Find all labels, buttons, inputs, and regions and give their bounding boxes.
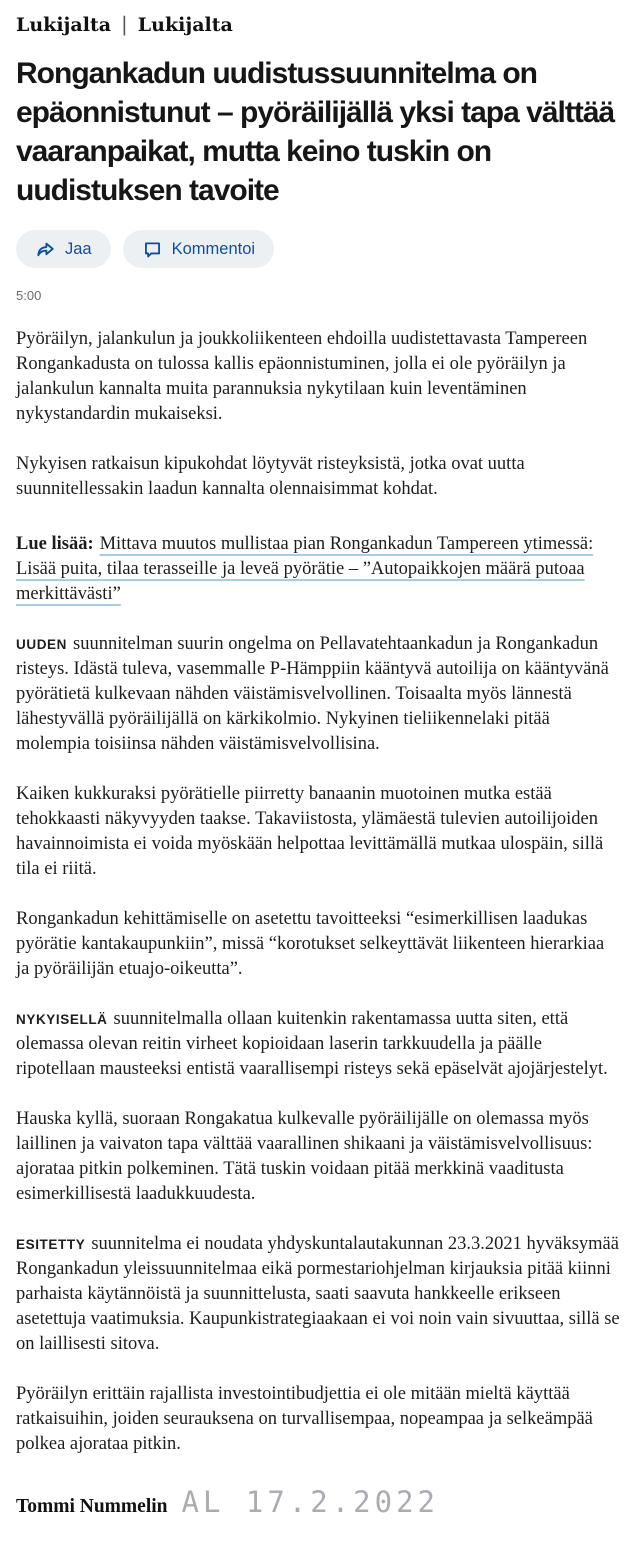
category-link-secondary[interactable]: Lukijalta bbox=[137, 14, 233, 36]
breadcrumb bbox=[16, 12, 622, 36]
article-body bbox=[16, 327, 622, 1519]
article-paragraph: UUDEN suunnitelman suurin ongelma on Pellavatehtaankadun ja Rongankadun risteys. Idästä tuleva, vasemmalle P-Hämppiin kääntyvä autoilija on kääntyvänä pyörätietä kulkevaan nähden väistämisvelvollinen. Toisaalta myös lännestä lähestyvällä pyöräilijällä on kärkikolmio. Nykyinen tieliikennelaki pitää molempia toisiinsa nähden väistämisvelvollisina. bbox=[16, 634, 609, 754]
paragraph-lead: UUDEN bbox=[16, 637, 68, 652]
comment-bubble-icon bbox=[142, 239, 163, 260]
article-paragraph: Pyöräilyn erittäin rajallista investointibudjettia ei ole mitään mieltä käyttää ratkaisuihin, joiden seurauksena on turvallisempaa, nopeampaa ja selkeämpää polkea ajorataa pitkin. bbox=[16, 1384, 593, 1454]
share-button[interactable] bbox=[16, 230, 111, 268]
article-headline: Rongankadun uudistussuunnitelma on epäonnistunut – pyöräilijällä yksi tapa välttää vaaranpaikat, mutta keino tuskin on uudistuksen tavoite bbox=[16, 57, 615, 207]
category-link-primary[interactable]: Lukijalta bbox=[16, 14, 112, 36]
share-button-label: Jaa bbox=[65, 239, 92, 258]
read-more-link[interactable]: Mittava muutos mullistaa pian Rongankadun Tampereen ytimessä: Lisää puita, tilaa terasseille ja leveä pyörätie – ”Autopaikkojen määrä putoaa merkittävästi” bbox=[16, 534, 594, 604]
author-name: Tommi Nummelin bbox=[16, 1496, 168, 1517]
comment-button[interactable] bbox=[123, 230, 274, 268]
article-paragraph: NYKYISELLÄ suunnitelmalla ollaan kuitenkin rakentamassa uutta siten, että olemassa olevan reitin virheet kopioidaan laserin tarkkuudella ja päälle ripotellaan mausteeksi entistä vaarallisempi risteys sekä epäselvät ajojärjestelyt. bbox=[16, 1009, 608, 1079]
article-paragraph: Hauska kyllä, suoraan Rongakatua kulkevalle pyöräilijälle on olemassa myös laillinen ja vaivaton tapa välttää vaarallinen shikaani ja väistämisvelvollisuus: ajorataa pitkin polkeminen. Tätä tuskin voidaan pitää merkkinä vaaditusta esimerkillisestä laadukkuudesta. bbox=[16, 1109, 593, 1204]
article-paragraph: Kaiken kukkuraksi pyörätielle piirretty banaanin muotoinen mutka estää tehokkaasti näkyvyyden taakse. Takaviistosta, ylämäestä tulevien autoilijoiden havainnoimista ei voida myöskään helpottaa levittämällä mutkaa ulospäin, sillä tila ei riitä. bbox=[16, 784, 604, 879]
article-paragraph: Nykyisen ratkaisun kipukohdat löytyvät risteyksistä, jotka ovat uutta suunnitellessakin laadun kannalta olennaisimmat kohdat. bbox=[16, 454, 525, 499]
comment-button-label: Kommentoi bbox=[171, 239, 256, 258]
article-toolbar bbox=[16, 230, 622, 268]
share-arrow-icon bbox=[35, 239, 56, 260]
byline-row bbox=[16, 1485, 622, 1519]
paragraph-lead: NYKYISELLÄ bbox=[16, 1012, 108, 1027]
kicker-separator: | bbox=[121, 12, 128, 36]
article-paragraph: Pyöräilyn, jalankulun ja joukkoliikenteen ehdoilla uudistettavasta Tampereen Rongankadusta on tulossa kallis epäonnistuminen, jolla ei ole pyöräilyn ja jalankulun kannalta muita parannuksia nykytilaan kuin leventäminen nykystandardin mukaiseksi. bbox=[16, 329, 588, 424]
article-paragraph: ESITETTY suunnitelma ei noudata yhdyskuntalautakunnan 23.3.2021 hyväksymää Rongankadun yleissuunnitelmaa eikä pormestariohjelman kirjauksia pitää kiinni parhaista käytännöistä ja suunnittelusta, saati saavuta hankkeelle erikseen asetettuja vaatimuksia. Kaupunkistrategiaakaan ei voi noin vain sivuuttaa, sillä se on laillisesti sitova. bbox=[16, 1234, 620, 1354]
publish-time: 5:00 bbox=[16, 288, 42, 303]
paragraph-lead: ESITETTY bbox=[16, 1237, 86, 1252]
read-more-block bbox=[16, 532, 622, 607]
article-paragraph: Rongankadun kehittämiselle on asetettu tavoitteeksi “esimerkillisen laadukas pyörätie kantakaupunkiin”, missä “korotukset selkeyttävät liikenteen hierarkiaa ja pyöräilijän etuajo-oikeutta”. bbox=[16, 909, 605, 979]
source-watermark: AL 17.2.2022 bbox=[181, 1485, 440, 1519]
read-more-label: Lue lisää: bbox=[16, 534, 94, 554]
